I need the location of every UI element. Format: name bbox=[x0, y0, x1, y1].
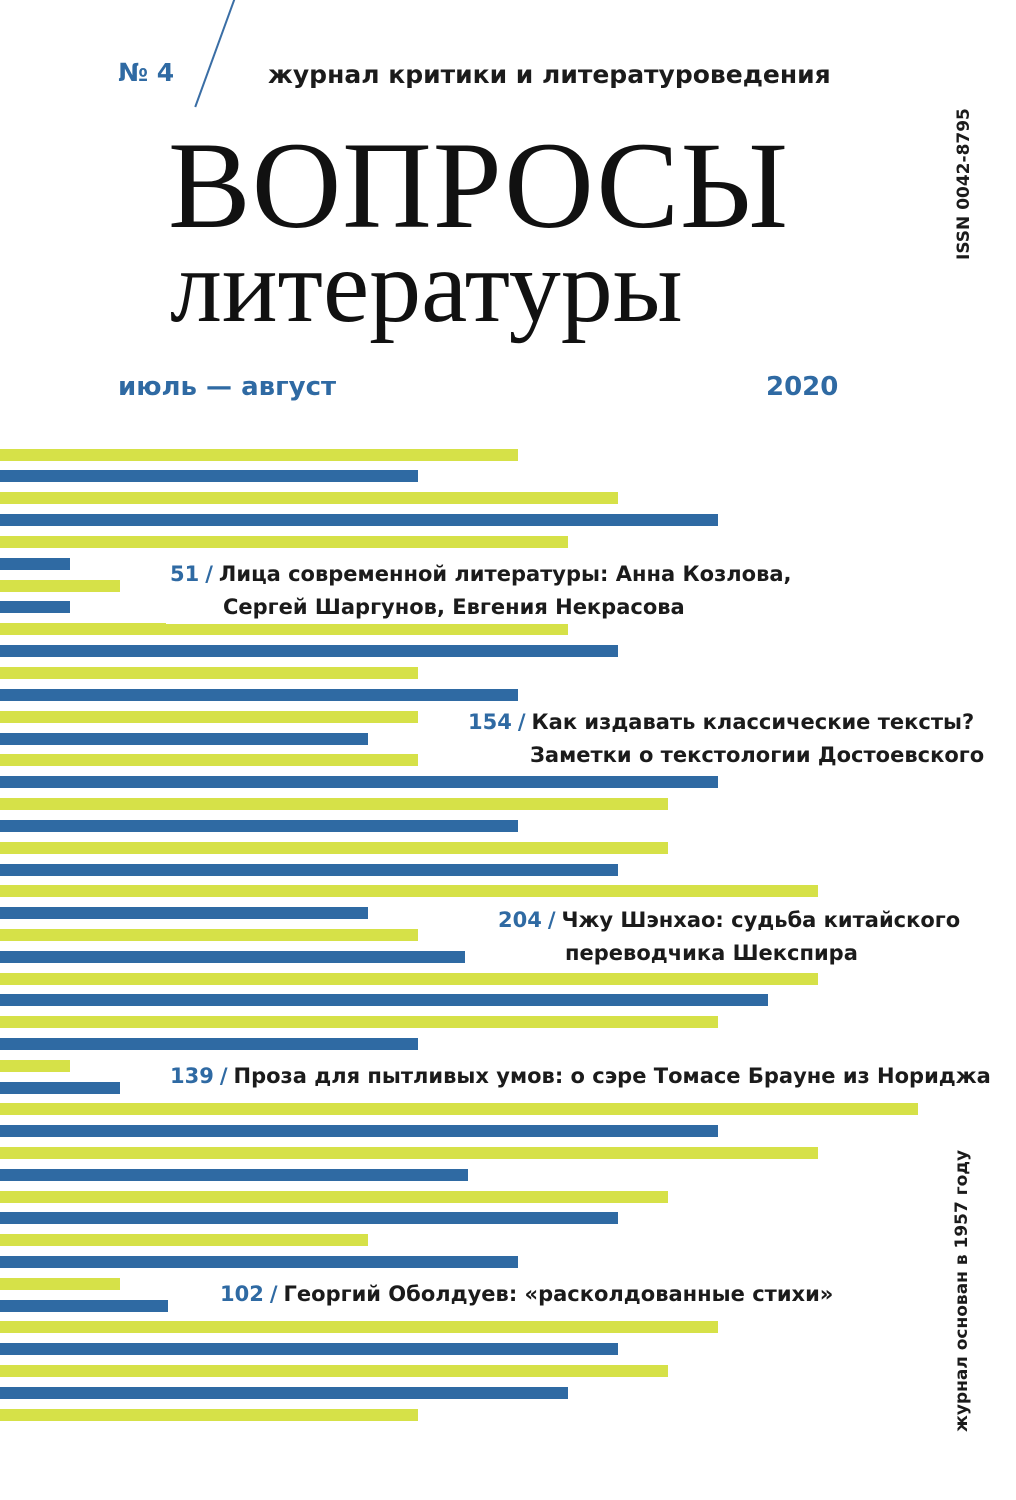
article-title-line-2: Заметки о текстологии Достоевского bbox=[530, 743, 985, 767]
issue-year: 2020 bbox=[766, 372, 839, 402]
article-entry bbox=[494, 904, 964, 970]
stripe bbox=[0, 733, 368, 745]
article-title-line-2: Сергей Шаргунов, Евгения Некрасова bbox=[223, 595, 685, 619]
journal-subtitle: журнал критики и литературоведения bbox=[268, 60, 831, 89]
title-line-2: литературы bbox=[170, 229, 683, 344]
article-title-line-1: Как издавать классические тексты? bbox=[531, 710, 975, 734]
stripe bbox=[0, 1038, 418, 1050]
stripe bbox=[0, 1234, 368, 1246]
issn: ISSN 0042-8795 bbox=[954, 108, 974, 260]
stripe bbox=[0, 623, 568, 635]
stripe bbox=[0, 536, 568, 548]
article-page: 102 bbox=[220, 1282, 264, 1306]
stripe bbox=[0, 470, 418, 482]
title-line-1: ВОПРОСЫ bbox=[168, 117, 790, 254]
article-entry bbox=[216, 1278, 837, 1311]
stripe bbox=[0, 689, 518, 701]
article-separator: / bbox=[517, 710, 526, 734]
stripe bbox=[0, 1278, 120, 1290]
article-separator: / bbox=[269, 1282, 278, 1306]
stripe bbox=[0, 1082, 120, 1094]
stripe bbox=[0, 1169, 468, 1181]
issue-number: № 4 bbox=[118, 58, 175, 87]
stripe bbox=[0, 1103, 918, 1115]
stripe bbox=[0, 1191, 668, 1203]
stripe bbox=[0, 449, 518, 461]
article-page: 139 bbox=[170, 1064, 214, 1088]
header-slash bbox=[194, 0, 238, 107]
article-entry bbox=[166, 1060, 995, 1093]
stripe bbox=[0, 951, 465, 963]
stripe bbox=[0, 1212, 618, 1224]
stripe bbox=[0, 994, 768, 1006]
stripe bbox=[0, 1409, 418, 1421]
article-entry bbox=[166, 558, 796, 624]
stripe bbox=[0, 1365, 668, 1377]
stripe bbox=[0, 842, 668, 854]
stripe bbox=[0, 1256, 518, 1268]
stripe bbox=[0, 601, 70, 613]
article-separator: / bbox=[205, 562, 213, 586]
stripe bbox=[0, 907, 368, 919]
stripe bbox=[0, 864, 618, 876]
stripe bbox=[0, 580, 120, 592]
issue-months: июль — август bbox=[118, 372, 337, 402]
stripe bbox=[0, 973, 818, 985]
article-page: 154 bbox=[468, 710, 512, 734]
stripe bbox=[0, 885, 818, 897]
stripe bbox=[0, 820, 518, 832]
stripe bbox=[0, 776, 718, 788]
stripe bbox=[0, 1147, 818, 1159]
stripe bbox=[0, 514, 718, 526]
stripe bbox=[0, 645, 618, 657]
stripe bbox=[0, 1060, 70, 1072]
article-separator: / bbox=[219, 1064, 228, 1088]
stripe bbox=[0, 1300, 168, 1312]
article-title-line-1: Лица современной литературы: Анна Козлова, bbox=[218, 562, 792, 586]
stripe bbox=[0, 1387, 568, 1399]
stripe bbox=[0, 558, 70, 570]
stripe bbox=[0, 1016, 718, 1028]
article-separator: / bbox=[547, 908, 556, 932]
stripe bbox=[0, 667, 418, 679]
founded-note: журнал основан в 1957 году bbox=[952, 1149, 972, 1432]
article-title-line-1: Проза для пытливых умов: о сэре Томасе Брауне из Нориджа bbox=[233, 1064, 991, 1088]
article-page: 204 bbox=[498, 908, 542, 932]
article-title-line-1: Георгий Оболдуев: «расколдованные стихи» bbox=[283, 1282, 834, 1306]
article-title-line-2: переводчика Шекспира bbox=[565, 941, 858, 965]
stripe bbox=[0, 754, 418, 766]
stripe bbox=[0, 1321, 718, 1333]
stripe bbox=[0, 1343, 618, 1355]
article-page: 51 bbox=[170, 562, 200, 586]
article-entry bbox=[464, 706, 988, 772]
stripe bbox=[0, 1125, 718, 1137]
stripe bbox=[0, 798, 668, 810]
article-title-line-1: Чжу Шэнхао: судьба китайского bbox=[561, 908, 961, 932]
stripe bbox=[0, 929, 418, 941]
stripe bbox=[0, 711, 418, 723]
stripe bbox=[0, 492, 618, 504]
